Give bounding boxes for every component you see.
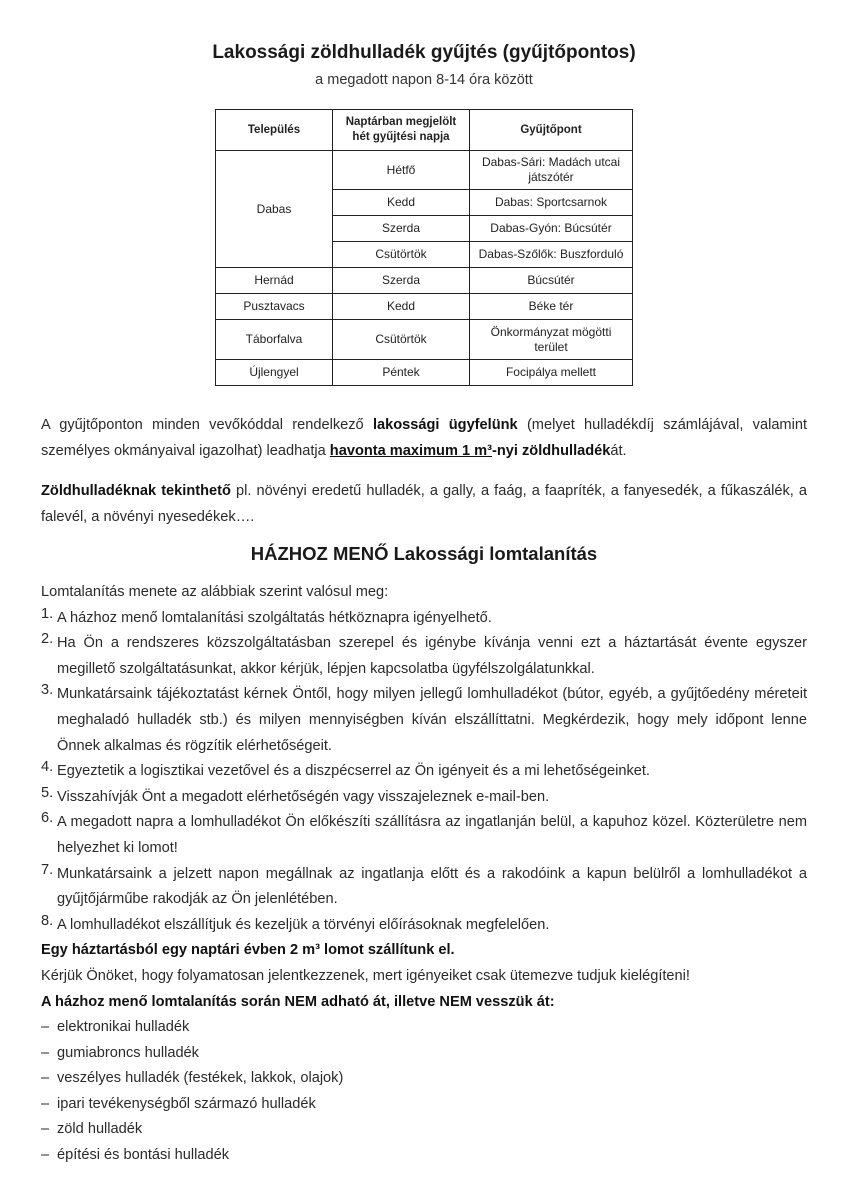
step-number: 4.	[41, 759, 54, 776]
list-item	[41, 785, 807, 811]
bold-text: Zöldhulladéknak tekinthető	[41, 483, 231, 499]
exclusion-text: gumiabroncs hulladék	[57, 1044, 199, 1061]
day-cell: Hétfő	[333, 151, 470, 190]
town-cell: Dabas	[216, 151, 333, 268]
step-number: 5.	[41, 784, 54, 801]
step-text: A házhoz menő lomtalanítási szolgáltatás hétköznapra igényelhető.	[57, 609, 492, 626]
town-cell: Újlengyel	[216, 360, 333, 386]
step-number: 6.	[41, 810, 54, 827]
section-title: HÁZHOZ MENŐ Lakossági lomtalanítás	[250, 543, 598, 564]
town-cell: Hernád	[216, 268, 333, 294]
exclusion-text: zöld hulladék	[57, 1121, 143, 1138]
monthly-limit: havonta maximum 1 m³	[329, 443, 492, 459]
exclusion-text: elektronikai hulladék	[57, 1019, 190, 1036]
step-number: 3.	[41, 682, 54, 699]
bulky-waste-section	[41, 580, 807, 1169]
point-cell: Dabas-Sári: Madách utcai játszótér	[470, 151, 633, 190]
dash-mark: –	[41, 1070, 50, 1087]
intro-text: Lomtalanítás menete az alábbiak szerint valósul meg:	[41, 584, 389, 600]
day-cell: Kedd	[333, 294, 470, 320]
list-item	[41, 1143, 807, 1169]
point-cell: Önkormányzat mögötti terület	[470, 320, 633, 360]
bold-text: lakossági ügyfelünk	[372, 417, 518, 433]
dash-mark: –	[41, 1019, 50, 1036]
exclusions-title: A házhoz menő lomtalanítás során NEM adható át, illetve NEM vesszük át:	[41, 993, 555, 1010]
exclusion-text: ipari tevékenységből származó hulladék	[57, 1095, 316, 1112]
list-item	[41, 682, 807, 759]
day-cell: Csütörtök	[333, 320, 470, 360]
table-header: Naptárban megjelölt hét gyűjtési napja	[333, 110, 470, 151]
step-text: Egyeztetik a logisztikai vezetővel és a diszpécserrel az Ön igényeit és a mi lehetőségeinket.	[57, 763, 650, 780]
text-span: A gyűjtőponton minden vevőkóddal rendelkező	[41, 417, 373, 433]
text-span: pl. növényi eredetű hulladék, a gally, a faág, a faapríték, a fanyesedék, a fűkaszálék, a falevél, a növényi nyesedékek….	[41, 483, 807, 525]
point-cell: Búcsútér	[470, 268, 633, 294]
day-cell: Kedd	[333, 190, 470, 216]
dash-mark: –	[41, 1095, 50, 1112]
list-item	[41, 1015, 807, 1041]
collection-schedule-table	[215, 109, 633, 386]
day-cell: Csütörtök	[333, 242, 470, 268]
page-title: Lakossági zöldhulladék gyűjtés (gyűjtőpontos)	[212, 42, 636, 63]
page-subtitle: a megadott napon 8-14 óra között	[315, 72, 533, 88]
day-cell: Szerda	[333, 268, 470, 294]
green-waste-paragraph	[41, 412, 807, 464]
point-cell: Dabas-Szőlők: Buszforduló	[470, 242, 633, 268]
step-number: 7.	[41, 861, 54, 878]
step-text: A lomhulladékot elszállítjuk és kezeljük a törvényi előírásoknak megfelelően.	[57, 916, 550, 933]
list-item	[41, 1041, 807, 1067]
green-waste-definition	[41, 478, 807, 530]
annual-limit-note: Egy háztartásból egy naptári évben 2 m³ lomot szállítunk el.	[41, 942, 455, 959]
step-text: Ha Ön a rendszeres közszolgáltatásban szerepel és igénybe kívánja venni ezt a háztartását évente egyszer megillető szolgáltatásunkat, akkor kérjük, lépjen kapcsolatba ügyfélszolgálatunkkal.	[57, 635, 807, 677]
table-header: Gyűjtőpont	[470, 110, 633, 151]
list-item	[41, 1066, 807, 1092]
request-text: Kérjük Önöket, hogy folyamatosan jelentkezzenek, mert igényeiket csak ütemezve tudjuk kielégíteni!	[41, 967, 690, 984]
step-number: 1.	[41, 605, 54, 622]
dash-mark: –	[41, 1147, 50, 1164]
table-header: Település	[216, 110, 333, 151]
point-cell: Focipálya mellett	[470, 360, 633, 386]
day-cell: Szerda	[333, 216, 470, 242]
bold-text: -nyi zöldhulladék	[492, 443, 611, 459]
step-number: 8.	[41, 912, 54, 929]
list-item	[41, 631, 807, 682]
list-item	[41, 862, 807, 913]
day-cell: Péntek	[333, 360, 470, 386]
point-cell: Béke tér	[470, 294, 633, 320]
step-text: Visszahívják Önt a megadott elérhetőségén vagy visszajeleznek e-mail-ben.	[57, 788, 550, 805]
dash-mark: –	[41, 1121, 50, 1138]
dash-mark: –	[41, 1044, 50, 1061]
list-item	[41, 1117, 807, 1143]
list-item	[41, 913, 807, 939]
point-cell: Dabas: Sportcsarnok	[470, 190, 633, 216]
list-item	[41, 1092, 807, 1118]
list-item	[41, 606, 807, 632]
step-text: A megadott napra a lomhulladékot Ön előkészíti szállításra az ingatlanján belül, a kapuhoz közel. Közterületre nem helyezhet ki lomot!	[57, 814, 807, 856]
point-cell: Dabas-Gyón: Búcsútér	[470, 216, 633, 242]
exclusion-text: veszélyes hulladék (festékek, lakkok, olajok)	[57, 1070, 344, 1087]
list-item	[41, 759, 807, 785]
town-cell: Pusztavacs	[216, 294, 333, 320]
text-span: át.	[610, 443, 627, 459]
step-text: Munkatársaink a jelzett napon megállnak az ingatlanja előtt és a rakodóink a kapun belülről a lomhulladékot a gyűjtőjárműbe rakodják az Ön jelenlétében.	[57, 865, 807, 908]
step-number: 2.	[41, 631, 54, 648]
town-cell: Táborfalva	[216, 320, 333, 360]
text-span: (melyet hulladékdíj számlájával, valamint személyes okmányaival igazolhat) leadhatja	[41, 417, 808, 459]
step-text: Munkatársaink tájékoztatást kérnek Öntől, hogy milyen jellegű lomhulladékot (bútor, egyéb, a gyűjtőedény méreteit meghaladó hulladék stb.) és milyen mennyiségben kíván elszállíttatni. Megkérdezik, hogy mely időpont lenne Önnek alkalmas és rögzítik elérhetőségeit.	[57, 686, 807, 754]
list-item	[41, 810, 807, 861]
exclusion-text: építési és bontási hulladék	[57, 1147, 229, 1164]
